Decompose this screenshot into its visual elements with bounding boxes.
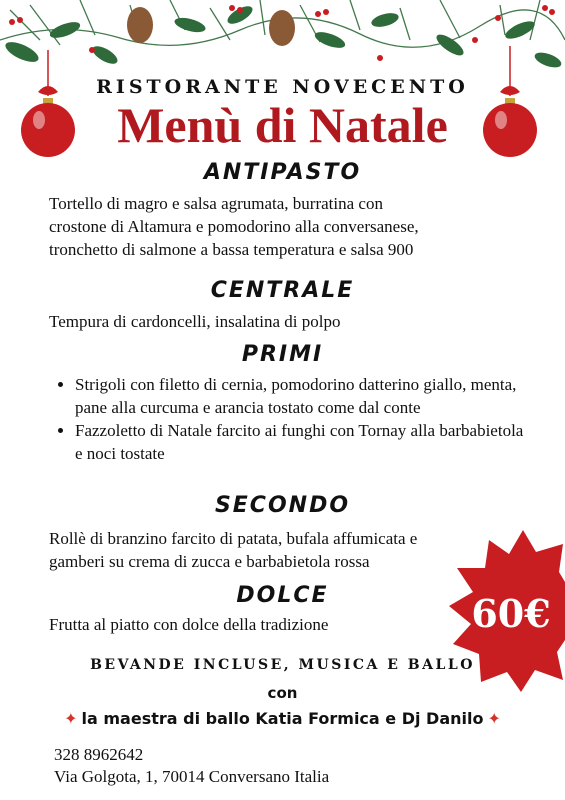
dolce-line: Frutta al piatto con dolce della tradizione [49,615,329,634]
menu-title: Menù di Natale [117,97,448,153]
antipasto-line: Tortello di magro e salsa agrumata, burratina con [49,194,383,213]
drinks-included-note: BEVANDE INCLUSE, MUSICA E BALLO [90,657,475,673]
antipasto-line: tronchetto di salmone a bassa temperatura e salsa 900 [49,240,414,259]
antipasto-line: crostone di Altamura e pomodorino alla conversanese, [49,217,419,236]
entertainment-line [0,709,565,728]
centrale-description [49,310,489,333]
antipasto-description [49,192,509,261]
address: Via Golgota, 1, 70014 Conversano Italia [54,767,330,786]
dolce-description [49,613,489,636]
secondo-line: gamberi su crema di zucca e barbabietola rossa [49,552,370,571]
party-popper-icon: ✦ [487,709,501,728]
centrale-heading: CENTRALE [210,278,355,303]
centrale-line: Tempura di cardoncelli, insalatina di polpo [49,312,341,331]
primi-heading: PRIMI [241,342,324,367]
antipasto-heading: ANTIPASTO [203,160,362,185]
primi-list [49,373,535,465]
list-item: • Fazzoletto di Natale farcito ai funghi con Tornay alla barbabietola e noci tostate [75,419,535,465]
price-label: 60€ [471,591,551,636]
entertainment-text: la maestra di ballo Katia Formica e Dj Danilo [81,709,484,728]
restaurant-name: RISTORANTE NOVECENTO [96,76,469,98]
secondo-description [49,527,489,573]
secondo-heading: SECONDO [214,493,351,518]
party-popper-icon: ✦ [64,709,78,728]
dolce-heading: DOLCE [236,583,329,608]
list-item: • Strigoli con filetto di cernia, pomodorino datterino giallo, menta, pane alla curcuma e arancia tostato come dal conte [75,373,535,419]
con-label: con [267,684,298,702]
secondo-line: Rollè di branzino farcito di patata, bufala affumicata e [49,529,418,548]
phone-number: 328 8962642 [54,745,144,764]
